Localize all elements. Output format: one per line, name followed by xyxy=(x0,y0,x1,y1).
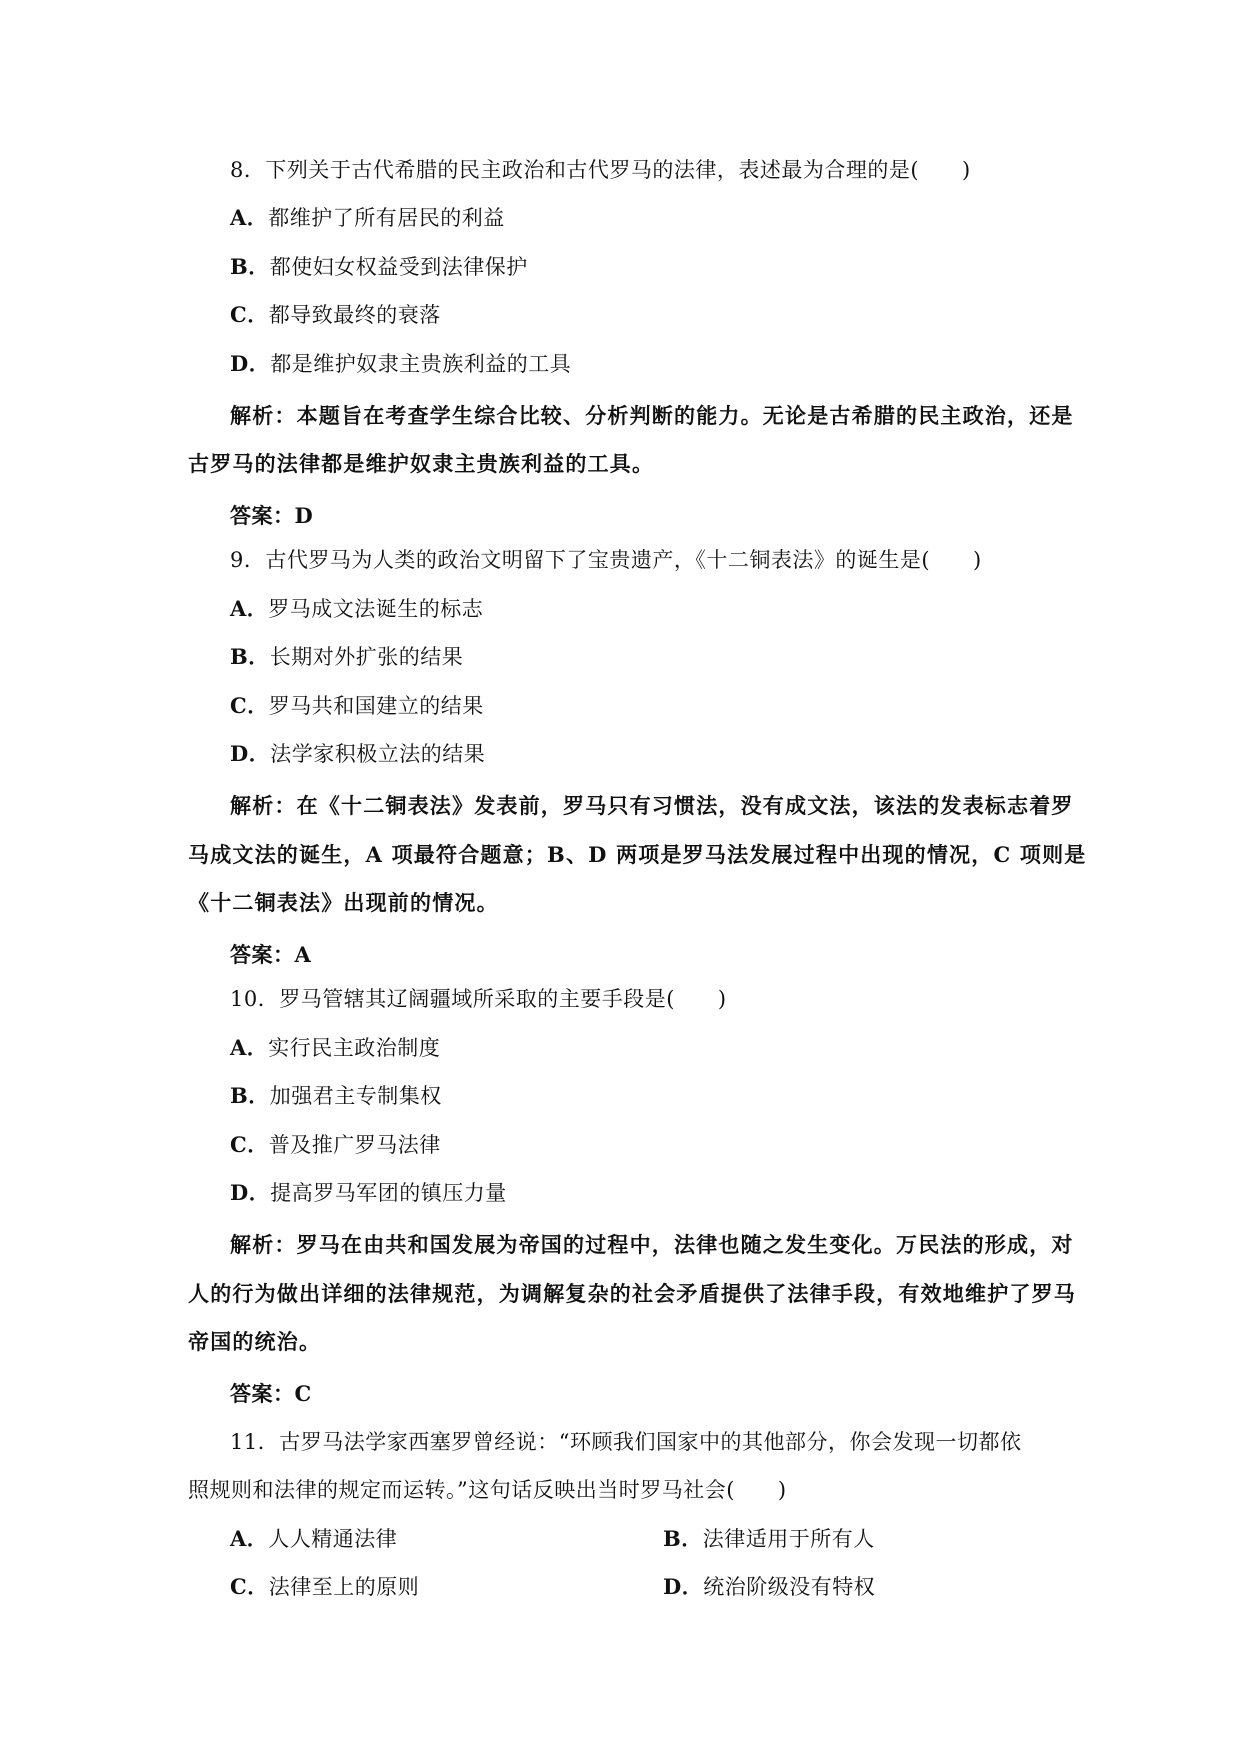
question-8-option-b xyxy=(230,252,528,282)
option-text: 实行民主政治制度 xyxy=(268,1036,441,1060)
question-8-option-a xyxy=(230,203,505,233)
option-label: C． xyxy=(230,1132,269,1157)
question-8-stem: 8．下列关于古代希腊的民主政治和古代罗马的法律，表述最为合理的是( ) xyxy=(230,158,971,182)
option-text: 长期对外扩张的结果 xyxy=(269,645,464,669)
option-label: B． xyxy=(663,1526,703,1551)
question-8-answer xyxy=(230,501,313,531)
question-11-option-b xyxy=(663,1524,875,1554)
question-9-option-c xyxy=(230,691,484,721)
option-label: D． xyxy=(230,1180,271,1205)
option-text: 罗马成文法诞生的标志 xyxy=(268,597,484,621)
option-text: 加强君主专制集权 xyxy=(269,1084,442,1108)
option-label: C． xyxy=(230,302,269,327)
question-11-stem-line-2: 照规则和法律的规定而运转。”这句话反映出当时罗马社会( ) xyxy=(188,1478,787,1502)
option-text: 都导致最终的衰落 xyxy=(268,303,441,327)
question-11-stem-line-1: 11．古罗马法学家西塞罗曾经说：“环顾我们国家中的其他部分，你会发现一切都依 xyxy=(230,1430,1022,1454)
question-9-option-b xyxy=(230,642,463,672)
question-11-option-a xyxy=(230,1524,397,1554)
option-label: C． xyxy=(230,1574,269,1599)
option-label: A． xyxy=(230,596,269,621)
question-10-option-d xyxy=(230,1178,507,1208)
answer-label: 答案： xyxy=(230,503,295,528)
question-9-option-d xyxy=(230,739,485,769)
option-label: B． xyxy=(230,644,270,669)
question-9-analysis-line-2: 马成文法的诞生，A 项最符合题意；B、D 两项是罗马法发展过程中出现的情况，C 项则是 xyxy=(188,842,1087,867)
option-label: A． xyxy=(230,1526,269,1551)
option-label: D． xyxy=(230,351,271,376)
question-9-option-a xyxy=(230,594,483,624)
option-label: B． xyxy=(230,254,270,279)
option-text: 罗马共和国建立的结果 xyxy=(268,694,484,718)
answer-label: 答案： xyxy=(230,942,295,967)
question-10-stem: 10．罗马管辖其辽阔疆域所采取的主要手段是( ) xyxy=(230,987,727,1011)
question-10-answer xyxy=(230,1379,312,1409)
option-label: D． xyxy=(663,1574,704,1599)
answer-value: A xyxy=(294,942,312,967)
option-text: 法律适用于所有人 xyxy=(702,1527,875,1551)
option-label: A． xyxy=(230,205,269,230)
question-10-option-b xyxy=(230,1081,442,1111)
option-label: D． xyxy=(230,741,271,766)
question-9-stem: 9．古代罗马为人类的政治文明留下了宝贵遗产，《十二铜表法》的诞生是( ) xyxy=(230,548,982,572)
question-8-option-c xyxy=(230,300,441,330)
question-10-option-c xyxy=(230,1130,441,1160)
question-8-analysis-line-1 xyxy=(230,401,1074,431)
question-9-answer xyxy=(230,940,311,970)
option-text: 都维护了所有居民的利益 xyxy=(268,206,505,230)
answer-value: C xyxy=(294,1381,312,1406)
option-text: 普及推广罗马法律 xyxy=(268,1133,441,1157)
option-text: 统治阶级没有特权 xyxy=(703,1575,876,1599)
option-label: C． xyxy=(230,693,269,718)
question-11-option-c xyxy=(230,1572,419,1602)
answer-value: D xyxy=(294,503,314,528)
option-label: A． xyxy=(230,1035,269,1060)
analysis-label: 解析： xyxy=(230,403,297,428)
question-9-analysis-line-1 xyxy=(230,791,1074,821)
analysis-text: 本题旨在考查学生综合比较、分析判断的能力。无论是古希腊的民主政治，还是 xyxy=(296,403,1074,428)
analysis-text: 在《十二铜表法》发表前，罗马只有习惯法，没有成文法，该法的发表标志着罗 xyxy=(296,793,1074,818)
analysis-text: 罗马在由共和国发展为帝国的过程中，法律也随之发生变化。万民法的形成，对 xyxy=(296,1232,1074,1257)
option-text: 都是维护奴隶主贵族利益的工具 xyxy=(270,352,572,376)
question-10-option-a xyxy=(230,1033,440,1063)
question-10-analysis-line-2: 人的行为做出详细的法律规范，为调解复杂的社会矛盾提供了法律手段，有效地维护了罗马 xyxy=(188,1281,1076,1306)
answer-label: 答案： xyxy=(230,1381,295,1406)
option-text: 法律至上的原则 xyxy=(268,1575,420,1599)
question-10-analysis-line-1 xyxy=(230,1230,1074,1260)
option-text: 人人精通法律 xyxy=(268,1527,398,1551)
question-8-analysis-line-2: 古罗马的法律都是维护奴隶主贵族利益的工具。 xyxy=(188,451,655,476)
option-text: 都使妇女权益受到法律保护 xyxy=(269,255,528,279)
option-label: B． xyxy=(230,1083,270,1108)
option-text: 提高罗马军团的镇压力量 xyxy=(270,1181,507,1205)
question-8-option-d xyxy=(230,349,571,379)
question-9-analysis-line-3: 《十二铜表法》出现前的情况。 xyxy=(188,890,499,915)
question-10-analysis-line-3: 帝国的统治。 xyxy=(188,1329,322,1354)
option-text: 法学家积极立法的结果 xyxy=(270,742,486,766)
question-11-option-d xyxy=(663,1572,875,1602)
analysis-label: 解析： xyxy=(230,793,297,818)
analysis-label: 解析： xyxy=(230,1232,297,1257)
